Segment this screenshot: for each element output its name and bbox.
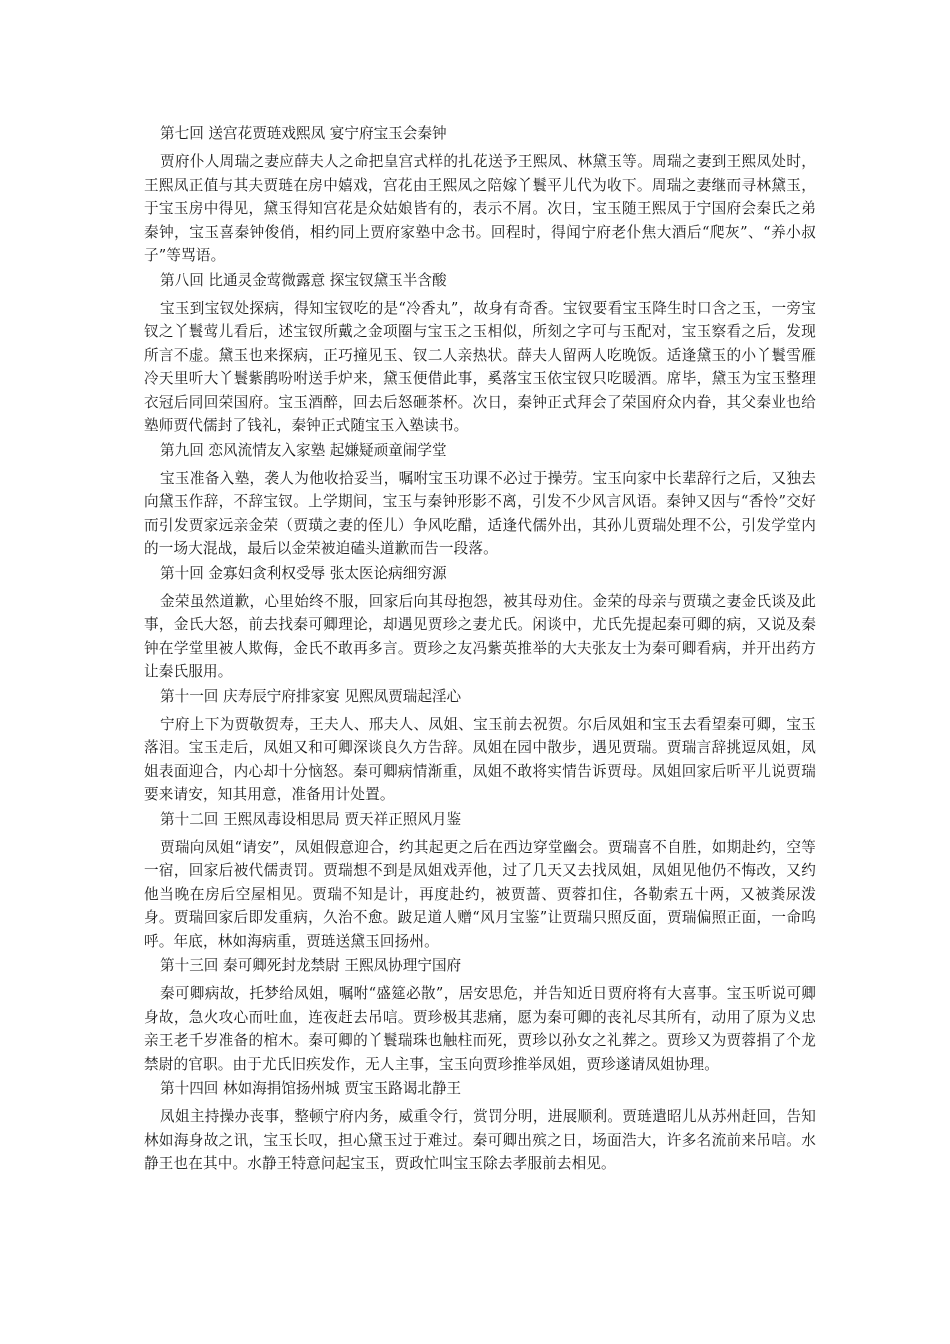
chapter-summary: 贾府仆人周瑞之妻应薛夫人之命把皇宫式样的扎花送予王熙凤、林黛玉等。周瑞之妻到王熙凤处时，王熙凤正值与其夫贾琏在房中嬉戏，宫花由王熙凤之陪嫁丫鬟平儿代为收下。周瑞之妻继而寻林黛玉，于宝玉房中得见，黛玉得知宫花是众姑娘皆有的，表示不屑。次日，宝玉随王熙凤于宁国府会秦氏之弟秦钟，宝玉喜秦钟俊俏，相约同上贾府家塾中念书。回程时，得闻宁府老仆焦大酒后“爬灰”、“养小叔子”等骂语。 — [144, 153, 816, 264]
chapter-summary: 贾瑞向凤姐“请安”，凤姐假意迎合，约其起更之后在西边穿堂幽会。贾瑞喜不自胜，如期赴约，空等一宿，回家后被代儒责罚。贾瑞想不到是凤姐戏弄他，过了几天又去找凤姐，凤姐见他仍不悔改，又约他当晚在房后空屋相见。贾瑞不知是计，再度赴约，被贾蔷、贾蓉扣住，各勒索五十两，又被粪尿泼身。贾瑞回家后即发重病，久治不愈。跛足道人赠“风月宝鉴”让贾瑞只照反面，贾瑞偏照正面，一命呜呼。年底，林如海病重，贾琏送黛玉回扬州。 — [144, 838, 816, 950]
chapter-heading: 第十回 金寡妇贪利权受辱 张太医论病细穷源 — [160, 564, 447, 582]
section-8 — [144, 271, 816, 438]
section-12 — [144, 810, 816, 954]
chapter-summary: 宝玉到宝钗处探病，得知宝钗吃的是“冷香丸”，故身有奇香。宝钗要看宝玉降生时口含之玉，一旁宝钗之丫鬟莺儿看后，述宝钗所戴之金项圈与宝玉之玉相似，所刻之字可与玉配对，宝玉察看之后，发现所言不虚。黛玉也来探病，正巧撞见玉、钗二人亲热状。薛夫人留两人吃晚饭。适逢黛玉的小丫鬟雪雁冷天里听大丫鬟紫鹃吩咐送手炉来，黛玉便借此事，奚落宝玉依宝钗只吃暖酒。席毕，黛玉为宝玉整理衣冠后同回荣国府。宝玉酒醉，回去后怒砸茶杯。次日，秦钟正式拜会了荣国府众内眷，其父秦业也给塾师贾代儒封了钱礼，秦钟正式随宝玉入塾读书。 — [144, 299, 816, 434]
section-9 — [144, 441, 816, 561]
chapter-heading: 第七回 送宫花贾琏戏熙凤 宴宁府宝玉会秦钟 — [160, 125, 447, 142]
chapter-summary: 宁府上下为贾敬贺寿，王夫人、邢夫人、凤姐、宝玉前去祝贺。尔后凤姐和宝玉去看望秦可卿，宝玉落泪。宝玉走后，凤姐又和可卿深谈良久方告辞。凤姐在园中散步，遇见贾瑞。贾瑞言辞挑逗凤姐，凤姐表面迎合，内心却十分恼怒。秦可卿病情渐重，凤姐不敢将实情告诉贾母。凤姐回家后听平儿说贾瑞要来请安，知其用意，准备用计处置。 — [144, 715, 816, 803]
chapter-heading: 第十二回 王熙凤毒设相思局 贾天祥正照风月鉴 — [160, 810, 462, 828]
chapter-heading: 第十一回 庆寿辰宁府排家宴 见熙凤贾瑞起淫心 — [160, 687, 462, 705]
chapter-summary: 秦可卿病故，托梦给凤姐，嘱咐“盛筵必散”，居安思危，并告知近日贾府将有大喜事。宝玉听说可卿身故，急火攻心而吐血，连夜赶去吊唁。贾珍极其悲痛，愿为秦可卿的丧礼尽其所有，动用了原为义忠亲王老千岁准备的棺木。秦可卿的丫鬟瑞珠也触柱而死，贾珍以孙女之礼葬之。贾珍又为贾蓉捐了个龙禁尉的官职。由于尤氏旧疾发作，无人主事，宝玉向贾珍推举凤姐，贾珍遂请凤姐协理。 — [144, 985, 816, 1073]
chapter-summary: 凤姐主持操办丧事，整顿宁府内务，威重令行，赏罚分明，进展顺利。贾琏遣昭儿从苏州赶回，告知林如海身故之讯，宝玉长叹，担心黛玉过于难过。秦可卿出殡之日，场面浩大，许多名流前来吊唁。水静王也在其中。水静王特意问起宝玉，贾政忙叫宝玉除去孝服前去相见。 — [144, 1108, 816, 1172]
chapter-summary: 金荣虽然道歉，心里始终不服，回家后向其母抱怨，被其母劝住。金荣的母亲与贾璜之妻金氏谈及此事，金氏大怒，前去找秦可卿理论，却遇见贾珍之妻尤氏。闲谈中，尤氏先提起秦可卿的病，又说及秦钟在学堂里被人欺侮，金氏不敢再多言。贾珍之友冯紫英推举的大夫张友士为秦可卿看病，并开出药方让秦氏服用。 — [144, 592, 816, 680]
section-7 — [144, 124, 816, 268]
section-10 — [144, 564, 816, 684]
chapter-heading: 第九回 恋风流情友入家塾 起嫌疑顽童闹学堂 — [160, 441, 447, 459]
section-13 — [144, 956, 816, 1076]
chapter-heading: 第十四回 林如海捐馆扬州城 贾宝玉路谒北静王 — [160, 1080, 462, 1097]
chapter-heading: 第八回 比通灵金莺微露意 探宝钗黛玉半含酸 — [160, 271, 447, 289]
chapter-summary: 宝玉准备入塾，袭人为他收拾妥当，嘱咐宝玉功课不必过于操劳。宝玉向家中长辈辞行之后，又独去向黛玉作辞，不辞宝钗。上学期间，宝玉与秦钟形影不离，引发不少风言风语。秦钟又因与“香怜”交好而引发贾家远亲金荣（贾璜之妻的侄儿）争风吃醋，适逢代儒外出，其孙儿贾瑞处理不公，引发学堂内的一场大混战，最后以金荣被迫磕头道歉而告一段落。 — [144, 469, 816, 557]
section-14 — [144, 1079, 816, 1176]
section-11 — [144, 687, 816, 807]
chapter-heading: 第十三回 秦可卿死封龙禁尉 王熙凤协理宁国府 — [160, 957, 462, 974]
